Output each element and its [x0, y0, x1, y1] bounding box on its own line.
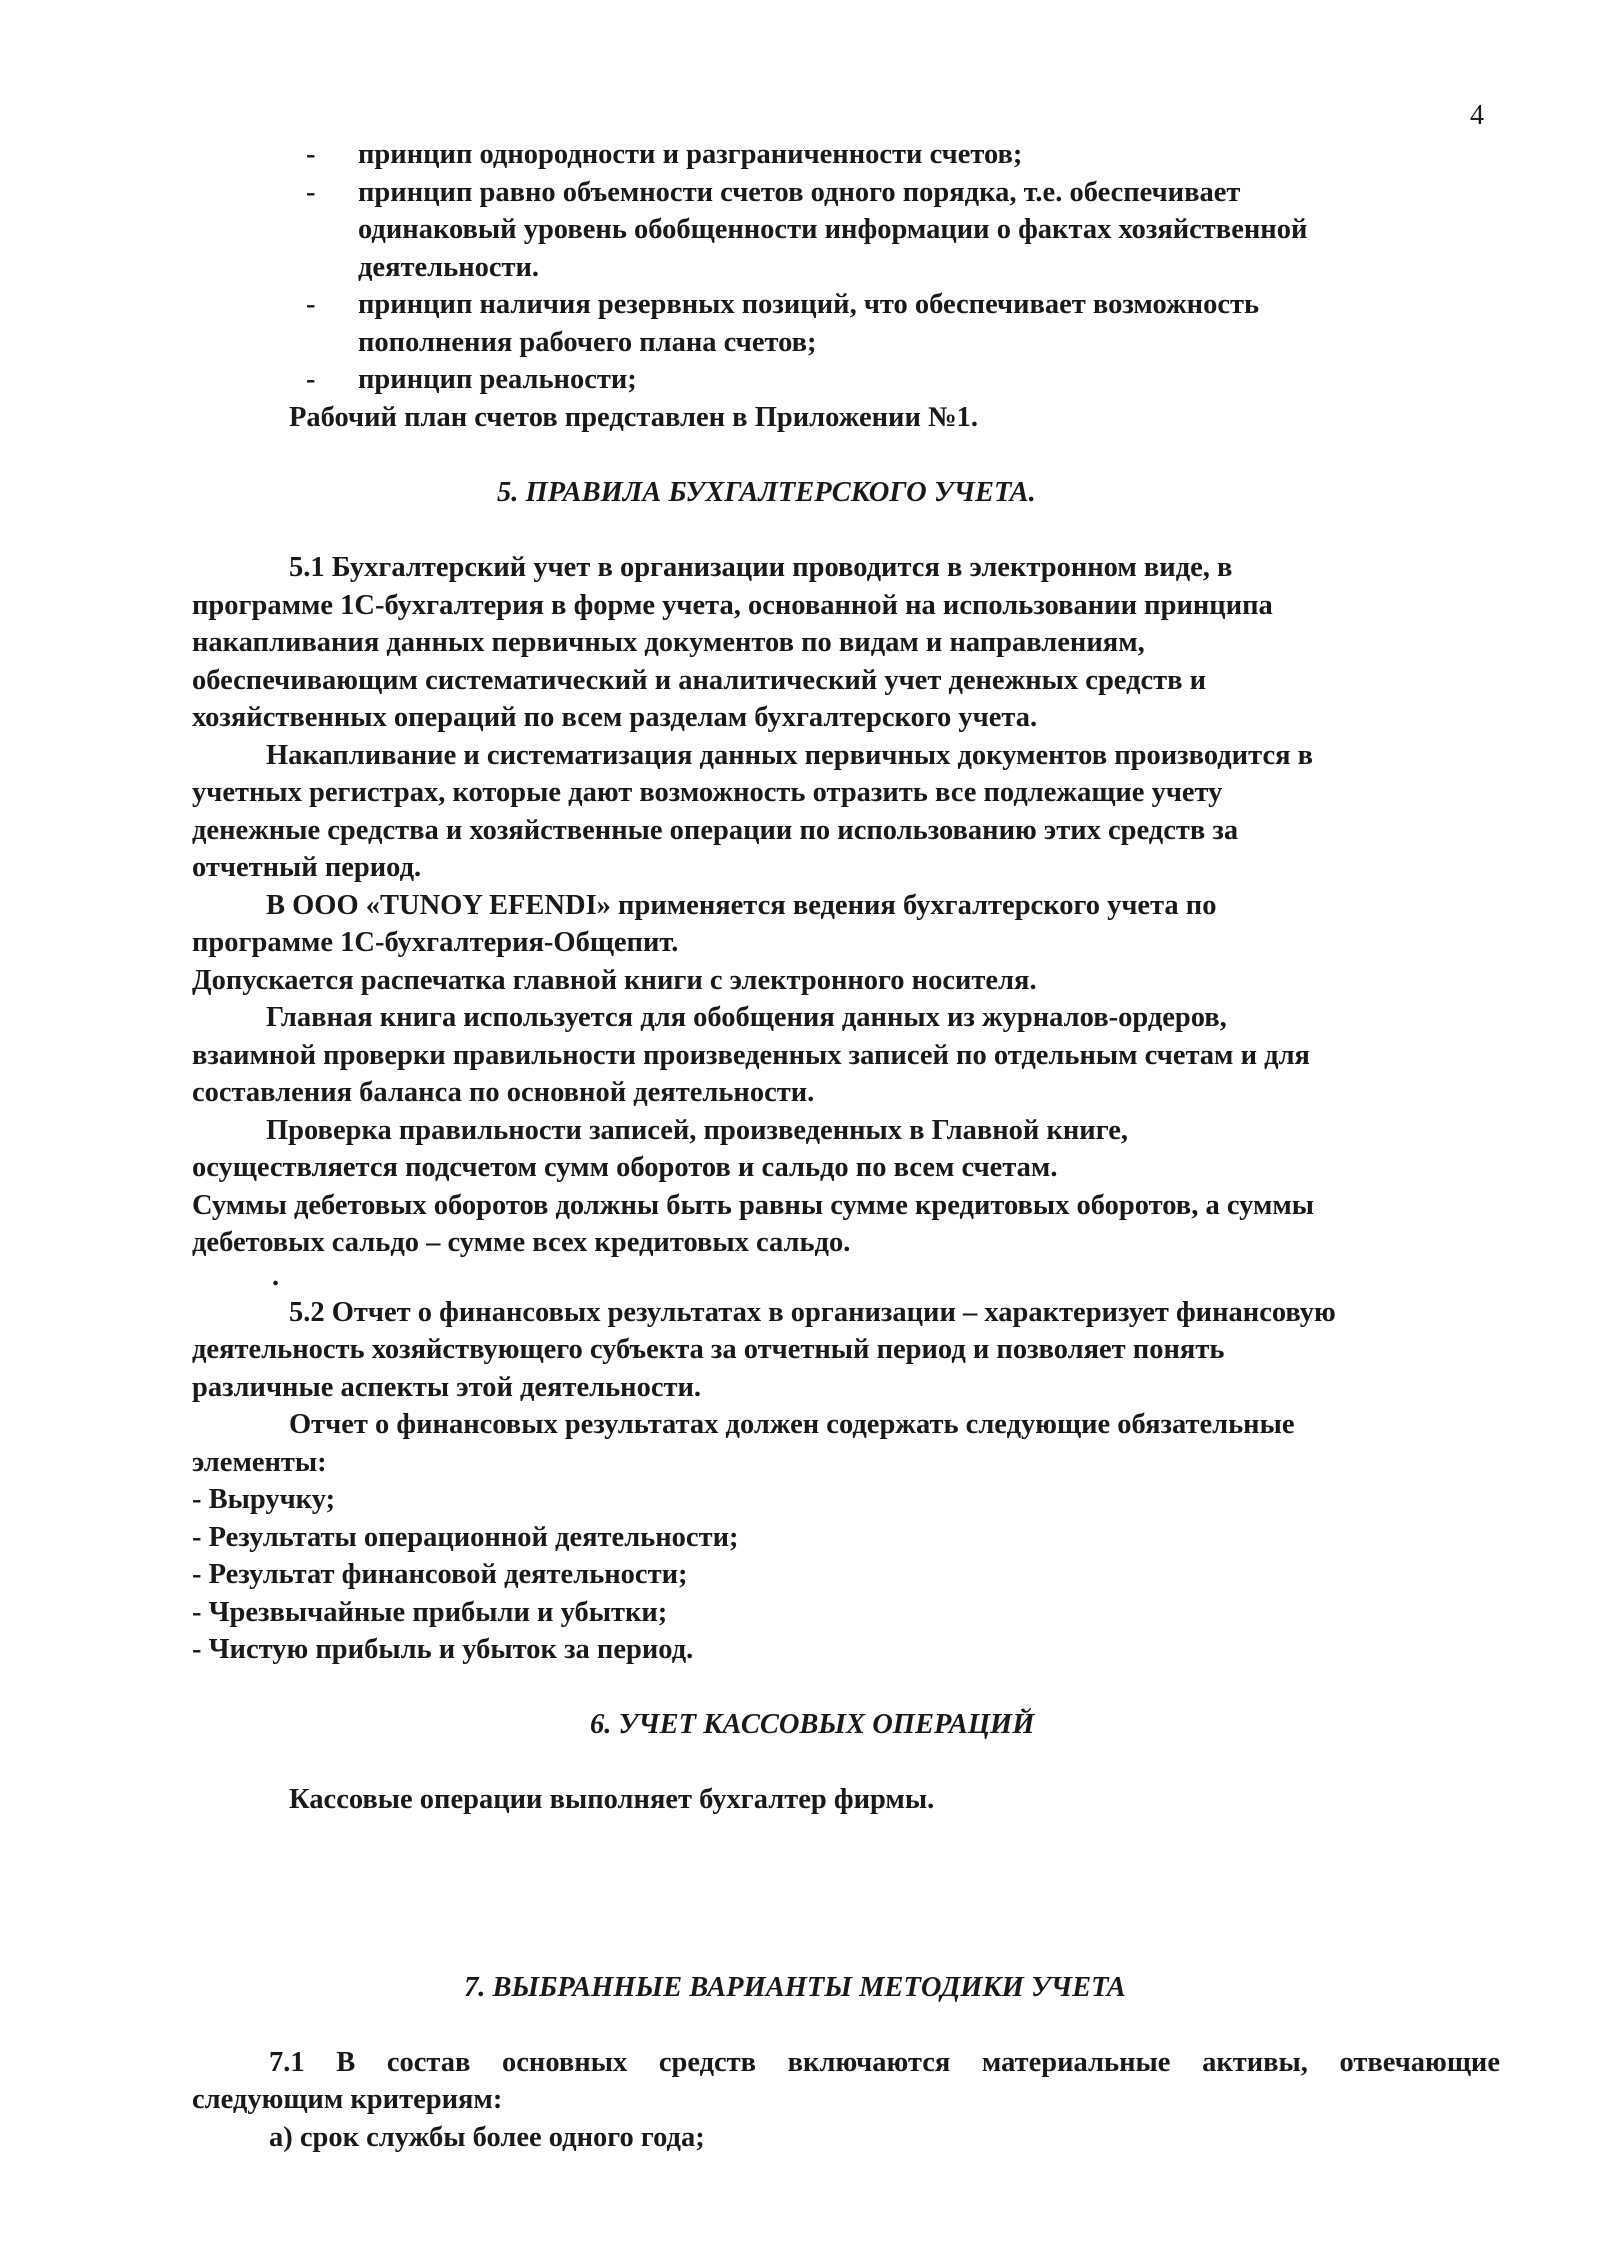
- principle-item-text: одинаковый уровень обобщенности информации о фактах хозяйственной: [358, 214, 1308, 245]
- paragraph-line: Суммы дебетовых оборотов должны быть равны сумме кредитовых оборотов, а суммы: [192, 1190, 1315, 1221]
- principle-item-text: принцип однородности и разграниченности счетов;: [358, 139, 1023, 170]
- principle-item-text: принцип наличия резервных позиций, что обеспечивает возможность: [358, 289, 1260, 320]
- plan-note: Рабочий план счетов представлен в Приложении №1.: [289, 402, 979, 433]
- paragraph-line: Отчет о финансовых результатах должен содержать следующие обязательные: [289, 1409, 1295, 1440]
- paragraph-line: Главная книга используется для обобщения данных из журналов-ордеров,: [266, 1002, 1227, 1033]
- word: активы,: [1202, 2047, 1308, 2078]
- principle-item-text: принцип реальности;: [358, 364, 637, 395]
- word: основных: [502, 2047, 628, 2078]
- page-number: 4: [1470, 100, 1484, 131]
- paragraph-line: программе 1С-бухгалтерия-Общепит.: [192, 927, 679, 958]
- paragraph-line: хозяйственных операций по всем разделам бухгалтерского учета.: [192, 702, 1038, 733]
- paragraph-line: Допускается распечатка главной книги с электронного носителя.: [192, 965, 1037, 996]
- paragraph-line: В ООО «TUNOY EFENDI» применяется ведения бухгалтерского учета по: [266, 890, 1217, 921]
- word: материальные: [981, 2047, 1171, 2078]
- word: состав: [386, 2047, 471, 2078]
- paragraph-line: различные аспекты этой деятельности.: [192, 1372, 702, 1403]
- paragraph-line: обеспечивающим систематический и аналитический учет денежных средств и: [192, 665, 1207, 696]
- justified-paragraph-line: [269, 2044, 1500, 2082]
- paragraph-line: денежные средства и хозяйственные операции по использованию этих средств за: [192, 815, 1239, 846]
- word: отвечающие: [1339, 2047, 1500, 2078]
- list-dash: -: [306, 177, 316, 208]
- paragraph-line: а) срок службы более одного года;: [269, 2122, 705, 2153]
- paragraph-line: осуществляется подсчетом сумм оборотов и сальдо по всем счетам.: [192, 1152, 1058, 1183]
- list-item: - Выручку;: [192, 1484, 336, 1515]
- paragraph-line: Кассовые операции выполняет бухгалтер фирмы.: [289, 1784, 935, 1815]
- list-dash: -: [306, 364, 316, 395]
- list-item: - Чистую прибыль и убыток за период.: [192, 1634, 694, 1665]
- principle-item-text: пополнения рабочего плана счетов;: [358, 327, 817, 358]
- paragraph-line: следующим критериям:: [192, 2084, 503, 2115]
- paragraph-line: деятельность хозяйствующего субъекта за отчетный период и позволяет понять: [192, 1334, 1225, 1365]
- section-heading: 6. УЧЕТ КАССОВЫХ ОПЕРАЦИЙ: [590, 1709, 1035, 1740]
- paragraph-line: программе 1С-бухгалтерия в форме учета, основанной на использовании принципа: [192, 590, 1273, 621]
- word: средств: [658, 2047, 757, 2078]
- paragraph-line: Накапливание и систематизация данных первичных документов производится в: [266, 740, 1314, 771]
- paragraph-line: учетных регистрах, которые дают возможность отразить все подлежащие учету: [192, 777, 1223, 808]
- paragraph-line: 5.1 Бухгалтерский учет в организации проводится в электронном виде, в: [289, 552, 1233, 583]
- list-item: - Результаты операционной деятельности;: [192, 1522, 739, 1553]
- section-heading: 5. ПРАВИЛА БУХГАЛТЕРСКОГО УЧЕТА.: [497, 477, 1036, 508]
- paragraph-line: 5.2 Отчет о финансовых результатах в организации – характеризует финансовую: [289, 1297, 1336, 1328]
- list-dash: -: [306, 289, 316, 320]
- paragraph-line: составления баланса по основной деятельности.: [192, 1077, 815, 1108]
- list-item: - Чрезвычайные прибыли и убытки;: [192, 1597, 668, 1628]
- principle-item-text: деятельности.: [358, 252, 540, 283]
- stray-dot: .: [272, 1261, 280, 1292]
- paragraph-line: Проверка правильности записей, произведенных в Главной книге,: [266, 1115, 1129, 1146]
- paragraph-line: взаимной проверки правильности произведенных записей по отдельным счетам и для: [192, 1040, 1310, 1071]
- paragraph-line: элементы:: [192, 1447, 327, 1478]
- word: включаются: [787, 2047, 951, 2078]
- list-item: - Результат финансовой деятельности;: [192, 1559, 688, 1590]
- section-heading: 7. ВЫБРАННЫЕ ВАРИАНТЫ МЕТОДИКИ УЧЕТА: [464, 1972, 1126, 2003]
- paragraph-line: дебетовых сальдо – сумме всех кредитовых сальдо.: [192, 1227, 851, 1258]
- list-dash: -: [306, 139, 316, 170]
- word: В: [336, 2047, 356, 2078]
- word: 7.1: [269, 2047, 305, 2078]
- paragraph-line: отчетный период.: [192, 852, 422, 883]
- paragraph-line: накапливания данных первичных документов по видам и направлениям,: [192, 627, 1145, 658]
- principle-item-text: принцип равно объемности счетов одного порядка, т.е. обеспечивает: [358, 177, 1241, 208]
